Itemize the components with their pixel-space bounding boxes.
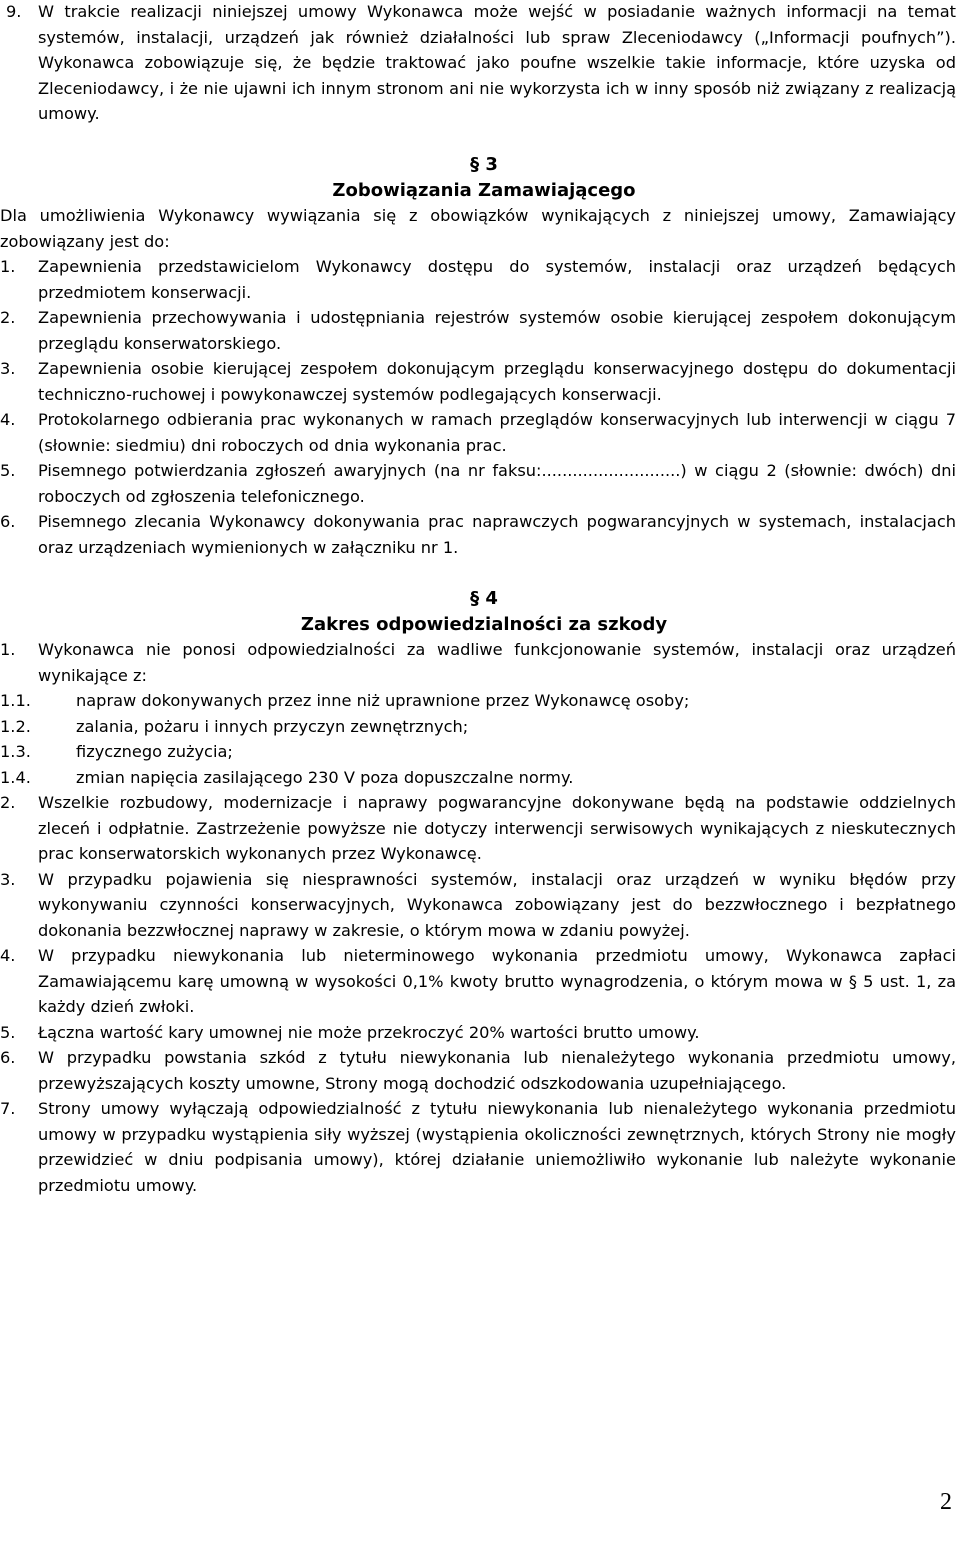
list-item-text: Pisemnego zlecania Wykonawcy dokonywania prac naprawczych pogwarancyjnych w systemach, instalacjach oraz urządzeniach wymienionych w załączniku nr 1.	[38, 512, 956, 557]
list-item-number: 5.	[0, 461, 16, 480]
list-item	[0, 867, 956, 944]
section-title: Zakres odpowiedzialności za szkody	[300, 613, 668, 635]
list-item-number: 1.	[0, 640, 16, 659]
list-item-number: 7.	[0, 1099, 16, 1118]
list-item-text: Zapewnienia przedstawicielom Wykonawcy dostępu do systemów, instalacji oraz urządzeń będących przedmiotem konserwacji.	[38, 257, 956, 302]
list-item-text: W przypadku pojawienia się niesprawności systemów, instalacji oraz urządzeń w wyniku błędów przy wykonywaniu czynności konserwacyjnych, Wykonawca zobowiązany jest do bezzwłocznego i bezpłatnego dokonania bezzwłocznej naprawy w zakresie, o którym mowa w zdaniu powyżej.	[38, 869, 956, 940]
list-item-number: 3.	[0, 359, 16, 378]
sub-list-item-text: fizycznego zużycia;	[76, 742, 233, 761]
list-item-text: Zapewnienia przechowywania i udostępniania rejestrów systemów osobie kierującej zespołem dokonującym przeglądu konserwatorskiego.	[38, 308, 956, 353]
list-item-number: 4.	[0, 946, 16, 965]
list-item-text: Pisemnego potwierdzania zgłoszeń awaryjnych (na nr faksu:...........................) w ciągu 2 (słownie: dwóch) dni roboczych od zgłoszenia telefonicznego.	[38, 461, 956, 506]
sub-list-item-number: 1.3.	[0, 742, 31, 761]
list-item	[0, 1096, 956, 1198]
list-item-text: W przypadku powstania szkód z tytułu niewykonania lub nienależytego wykonania przedmiotu umowy, przewyższających koszty umowne, Strony mogą dochodzić odszkodowania uzupełniającego.	[38, 1048, 956, 1093]
list-item-text: W trakcie realizacji niniejszej umowy Wykonawca może wejść w posiadanie ważnych informacji na temat systemów, instalacji, urządzeń jak również działalności lub spraw Zleceniodawcy („Informacji poufnych”). Wykonawca zobowiązuje się, że będzie traktować jako poufne wszelkie takie informacje, które uzyska od Zleceniodawcy, i że nie ujawni ich innym stronom ani nie wykorzysta ich w inny sposób niż związany z realizacją umowy.	[38, 2, 956, 123]
list-item-number: 2.	[0, 308, 16, 327]
sub-list-item-number: 1.4.	[0, 767, 31, 787]
sub-list-item	[0, 714, 956, 740]
list-item-text: Wykonawca nie ponosi odpowiedzialności za wadliwe funkcjonowanie systemów, instalacji oraz urządzeń wynikające z:	[38, 640, 956, 685]
list-item-text: Protokolarnego odbierania prac wykonanych w ramach przeglądów konserwacyjnych lub interwencji w ciągu 7 (słownie: siedmiu) dni roboczych od dnia wykonania prac.	[38, 410, 956, 455]
list-item	[0, 1020, 956, 1046]
list-item-number: 4.	[0, 410, 16, 429]
list-item-text: Wszelkie rozbudowy, modernizacje i naprawy pogwarancyjne dokonywane będą na podstawie oddzielnych zleceń i odpłatnie. Zastrzeżenie powyższe nie dotyczy interwencji serwisowych wynikających z nieskutecznych prac konserwatorskich wykonanych przez Wykonawcę.	[38, 793, 956, 863]
sub-list-item	[0, 688, 956, 714]
page-number: 2	[940, 1489, 952, 1515]
sub-list-item-number: 1.2.	[0, 716, 31, 736]
sub-list-item-text: zmian napięcia zasilającego 230 V poza dopuszczalne normy.	[76, 767, 574, 787]
section-sign: § 3	[470, 154, 498, 175]
list-item	[0, 356, 956, 407]
list-item-text: Zapewnienia osobie kierującej zespołem dokonującym przeglądu konserwacyjnego dostępu do dokumentacji techniczno-ruchowej i powykonawczej systemów podlegających konserwacji.	[38, 359, 956, 404]
list-item	[0, 637, 956, 688]
intro-block	[0, 0, 960, 127]
list-item	[0, 1045, 956, 1096]
list-item-number: 9.	[6, 2, 22, 21]
sub-list-item	[0, 765, 956, 791]
list-item	[0, 509, 956, 560]
section-3	[0, 152, 960, 560]
section-4	[0, 586, 960, 1198]
list-item-text: Strony umowy wyłączają odpowiedzialność z tytułu niewykonania lub nienależytego wykonania przedmiotu umowy w przypadku wystąpienia siły wyższej (wystąpienia okoliczności zewnętrznych, których Strony nie mogły przewidzieć w dniu podpisania umowy), której działanie uniemożliwiło wykonanie lub należyte wykonanie przedmiotu umowy.	[38, 1099, 956, 1195]
list-item-number: 2.	[0, 793, 16, 812]
list-item-text: W przypadku niewykonania lub nieterminowego wykonania przedmiotu umowy, Wykonawca zapłaci Zamawiającemu karę umowną w wysokości 0,1% kwoty brutto wynagrodzenia, o którym mowa w § 5 ust. 1, za każdy dzień zwłoki.	[38, 946, 956, 1016]
list-item	[0, 254, 956, 305]
list-item	[0, 790, 956, 867]
sub-list-item-text: zalania, pożaru i innych przyczyn zewnętrznych;	[76, 716, 469, 736]
list-item-text: Łączna wartość kary umownej nie może przekroczyć 20% wartości brutto umowy.	[38, 1022, 700, 1042]
sub-list-item	[0, 739, 956, 765]
list-item	[0, 943, 956, 1020]
sub-list-item-number: 1.1.	[0, 691, 31, 710]
list-item	[0, 305, 956, 356]
section-lead: Dla umożliwienia Wykonawcy wywiązania się z obowiązków wynikających z niniejszej umowy, Zamawiający zobowiązany jest do:	[0, 206, 956, 251]
list-item-9	[0, 0, 956, 127]
sub-list-item-text: napraw dokonywanych przez inne niż uprawnione przez Wykonawcę osoby;	[76, 691, 690, 710]
list-item-number: 3.	[0, 869, 16, 889]
list-item-number: 6.	[0, 512, 16, 531]
list-item-number: 6.	[0, 1048, 16, 1067]
list-item	[0, 407, 956, 458]
list-item-number: 1.	[0, 257, 16, 276]
section-sign: § 4	[470, 588, 498, 609]
list-item	[0, 458, 956, 509]
section-title: Zobowiązania Zamawiającego	[332, 179, 636, 201]
list-item-number: 5.	[0, 1022, 16, 1042]
